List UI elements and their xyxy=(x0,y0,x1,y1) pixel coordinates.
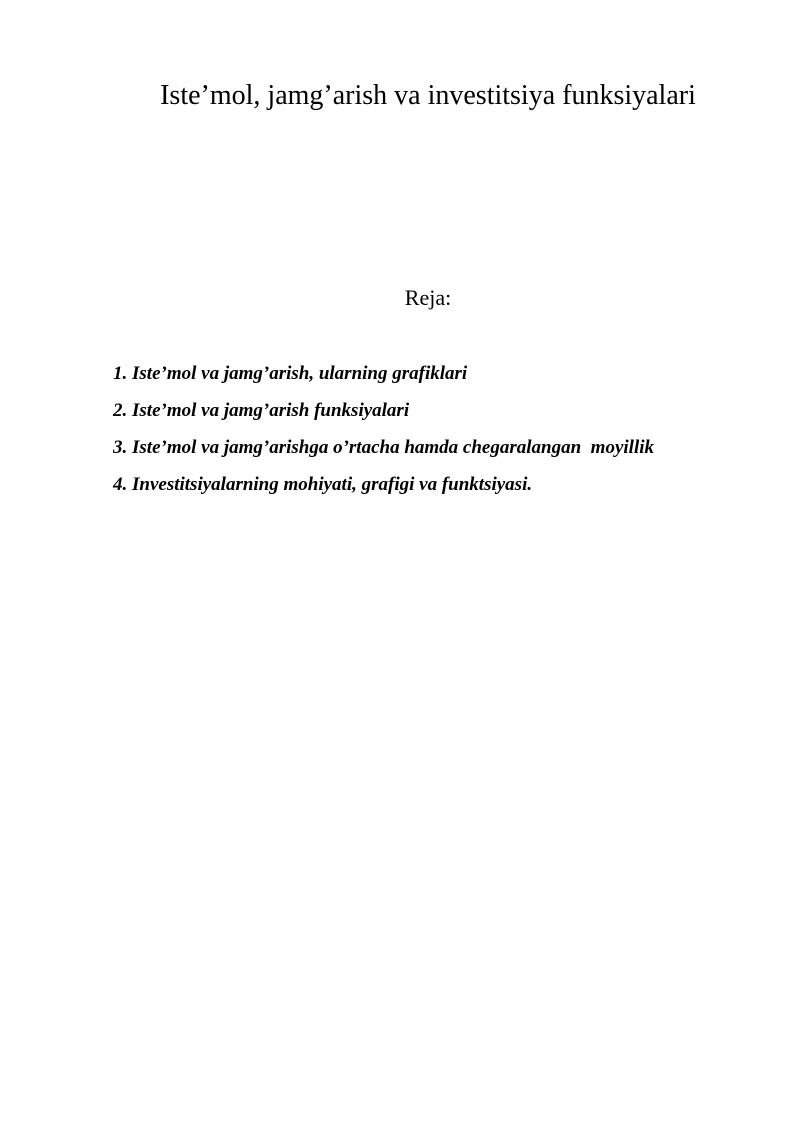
plan-item-3: 3. Iste’mol va jamg’arishga o’rtacha hamda chegaralangan moyillik xyxy=(113,437,654,458)
plan-list xyxy=(113,355,654,503)
document-title: Iste’mol, jamg’arish va investitsiya funksiyalari xyxy=(160,80,696,111)
plan-heading: Reja: xyxy=(404,285,452,310)
plan-item-4: 4. Investitsiyalarning mohiyati, grafigi va funktsiyasi. xyxy=(113,474,533,495)
plan-item-1: 1. Iste’mol va jamg’arish, ularning grafiklari xyxy=(113,363,468,384)
plan-item-2: 2. Iste’mol va jamg’arish funksiyalari xyxy=(113,400,410,421)
